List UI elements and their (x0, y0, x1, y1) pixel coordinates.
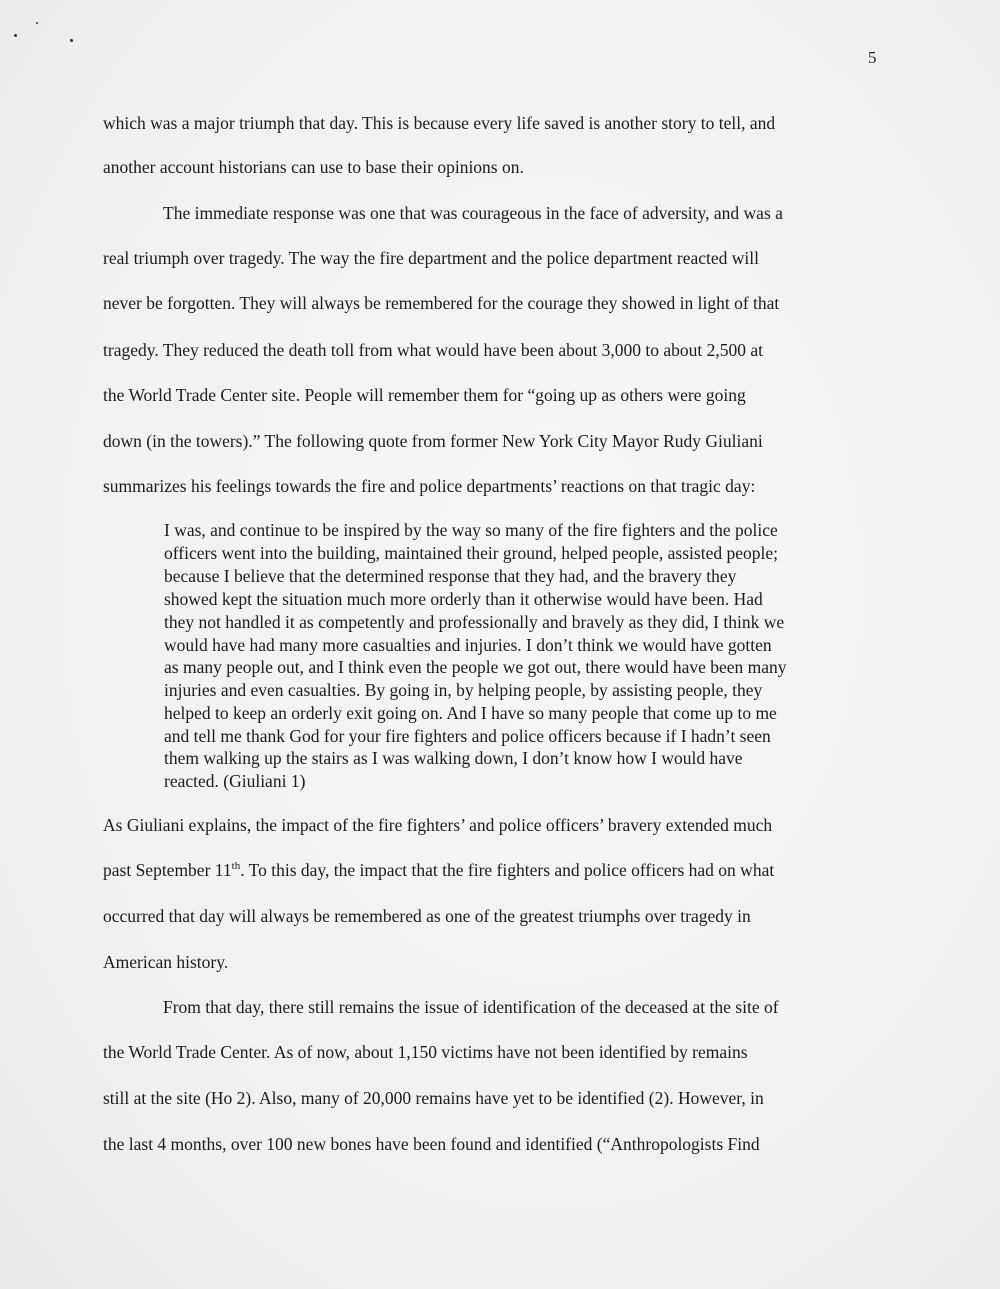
body-line: never be forgotten. They will always be remembered for the courage they showed in light of that (103, 293, 780, 313)
quote-line: them walking up the stairs as I was walking down, I don’t know how I would have (164, 748, 743, 768)
body-line: summarizes his feelings towards the fire and police departments’ reactions on that tragic day: (103, 476, 756, 496)
page-number: 5 (868, 48, 877, 67)
body-line: down (in the towers).” The following quote from former New York City Mayor Rudy Giuliani (103, 431, 763, 451)
body-text: past September 11 (103, 860, 232, 880)
body-line: As Giuliani explains, the impact of the fire fighters’ and police officers’ bravery extended much (103, 815, 773, 835)
body-line: still at the site (Ho 2). Also, many of 20,000 remains have yet to be identified (2). However, in (103, 1088, 764, 1108)
quote-line: and tell me thank God for your fire fighters and police officers because if I hadn’t seen (164, 726, 771, 746)
body-line: tragedy. They reduced the death toll from what would have been about 3,000 to about 2,500 at (103, 340, 763, 360)
quote-line: reacted. (Giuliani 1) (164, 771, 306, 791)
body-text: . To this day, the impact that the fire fighters and police officers had on what (240, 860, 775, 880)
body-line: American history. (103, 952, 229, 972)
quote-line: helped to keep an orderly exit going on. And I have so many people that come up to me (164, 703, 777, 723)
quote-line: I was, and continue to be inspired by the way so many of the fire fighters and the police (164, 520, 778, 540)
scan-speck (70, 39, 73, 42)
scan-speck (14, 34, 17, 37)
body-line: another account historians can use to base their opinions on. (103, 157, 524, 177)
body-line: the World Trade Center site. People will remember them for “going up as others were going (103, 385, 746, 405)
quote-line: as many people out, and I think even the people we got out, there would have been many (164, 657, 787, 677)
quote-line: injuries and even casualties. By going in, by helping people, by assisting people, they (164, 680, 763, 700)
body-line: the last 4 months, over 100 new bones have been found and identified (“Anthropologists Find (103, 1134, 760, 1154)
ordinal-superscript: th (231, 860, 241, 872)
scan-speck (36, 22, 38, 24)
body-line: real triumph over tragedy. The way the fire department and the police department reacted will (103, 248, 759, 268)
body-line: the World Trade Center. As of now, about 1,150 victims have not been identified by remains (103, 1042, 748, 1062)
quote-line: officers went into the building, maintained their ground, helped people, assisted people; (164, 543, 778, 563)
body-line: The immediate response was one that was courageous in the face of adversity, and was a (163, 203, 783, 223)
quote-line: showed kept the situation much more orderly than it otherwise would have been. Had (164, 589, 763, 609)
body-line: From that day, there still remains the issue of identification of the deceased at the site of (163, 997, 779, 1017)
quote-line: because I believe that the determined response that they had, and the bravery they (164, 566, 737, 586)
body-line (103, 860, 774, 881)
quote-line: would have had many more casualties and injuries. I don’t think we would have gotten (164, 635, 772, 655)
quote-line: they not handled it as competently and professionally and bravely as they did, I think we (164, 612, 785, 632)
body-line: which was a major triumph that day. This is because every life saved is another story to tell, and (103, 113, 776, 133)
body-line: occurred that day will always be remembered as one of the greatest triumphs over tragedy in (103, 906, 751, 926)
